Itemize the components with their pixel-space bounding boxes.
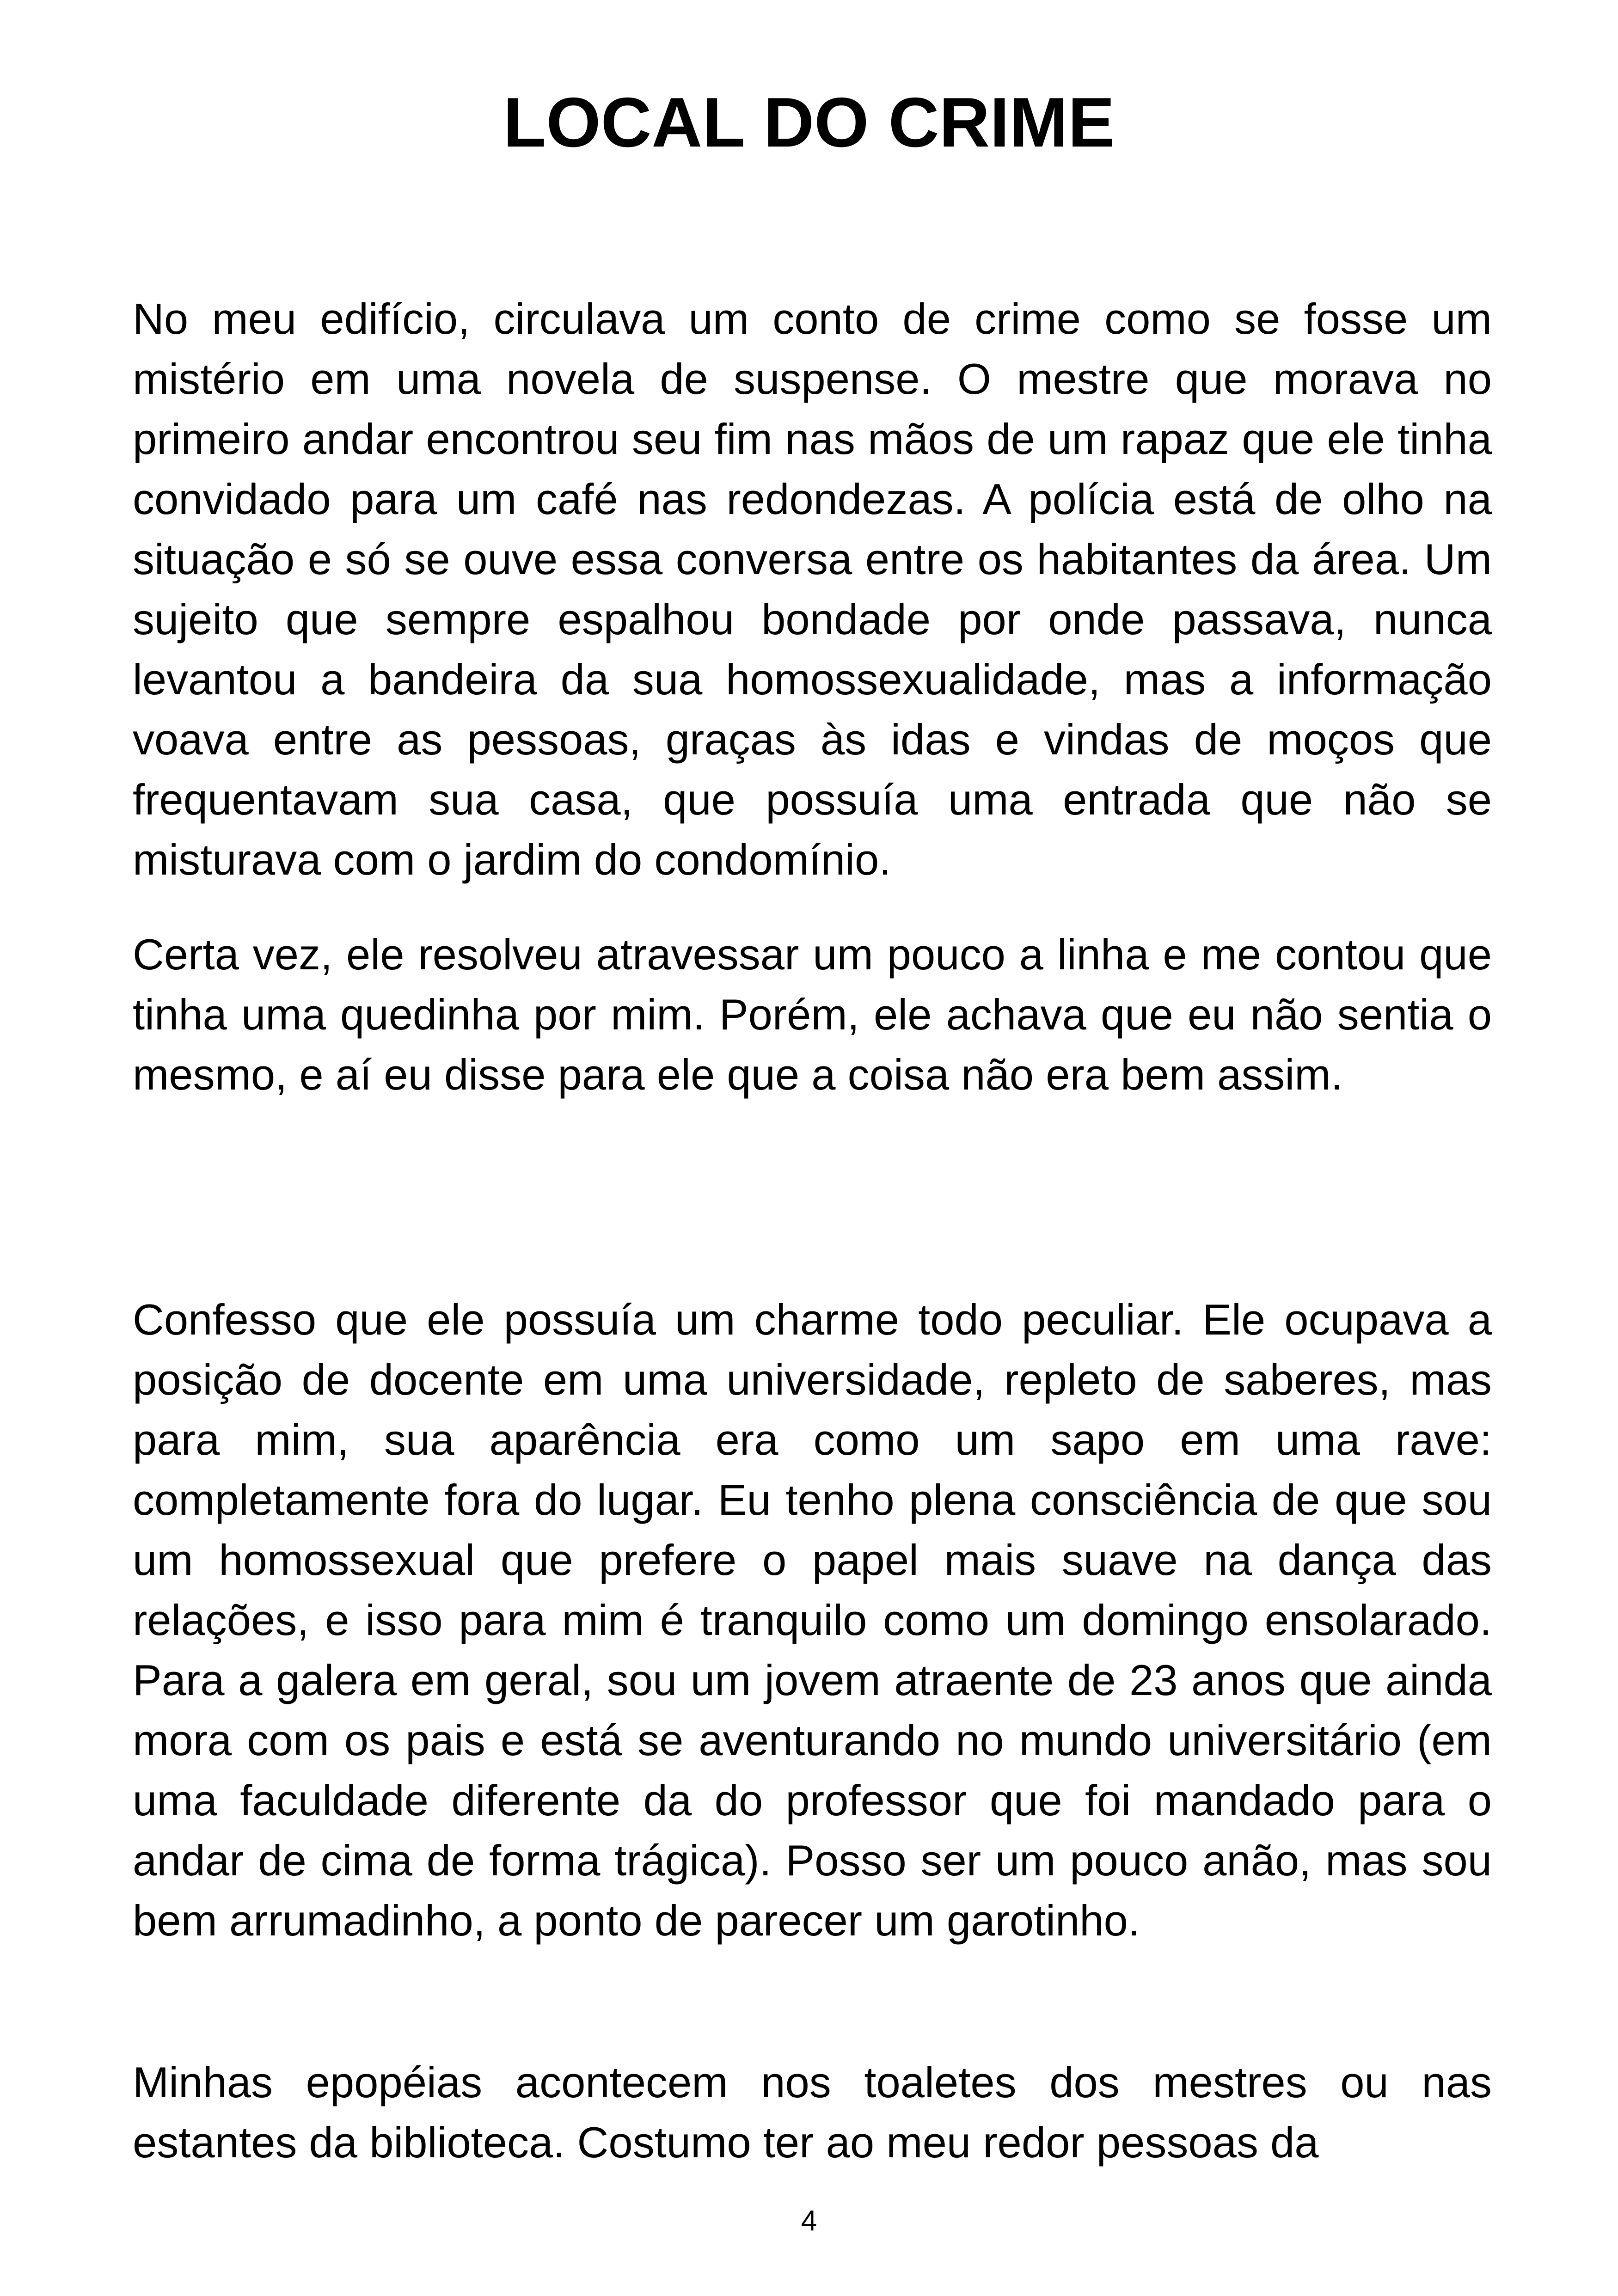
chapter-title: LOCAL DO CRIME <box>503 83 1115 162</box>
paragraph: No meu edifício, circulava um conto de crime como se fosse um mistério em uma novela de suspense. O mestre que morava no primeiro andar encontrou seu fim nas mãos de um rapaz que ele tinha convidado para um café nas redondezas. A polícia está de olho na situação e só se ouve essa conversa entre os habitantes da área. Um sujeito que sempre espalhou bondade por onde passava, nunca levantou a bandeira da sua homossexualidade, mas a informação voava entre as pessoas, graças às idas e vindas de moços que frequentavam sua casa, que possuía uma entrada que não se misturava com o jardim do condomínio. <box>133 294 1492 884</box>
paragraph: Confesso que ele possuía um charme todo peculiar. Ele ocupava a posição de docente em uma universidade, repleto de saberes, mas para mim, sua aparência era como um sapo em uma rave: completamente fora do lugar. Eu tenho plena consciência de que sou um homossexual que prefere o papel mais suave na dança das relações, e isso para mim é tranquilo como um domingo ensolarado. Para a galera em geral, sou um jovem atraente de 23 anos que ainda mora com os pais e está se aventurando no mundo universitário (em uma faculdade diferente da do professor que foi mandado para o andar de cima de forma trágica). Posso ser um pouco anão, mas sou bem arrumadinho, a ponto de parecer um garotinho. <box>133 1295 1492 1945</box>
paragraph: Minhas epopéias acontecem nos toaletes dos mestres ou nas estantes da biblioteca. Costumo ter ao meu redor pessoas da <box>133 2058 1492 2167</box>
paragraph: Certa vez, ele resolveu atravessar um pouco a linha e me contou que tinha uma quedinha por mim. Porém, ele achava que eu não sentia o mesmo, e aí eu disse para ele que a coisa não era bem assim. <box>133 930 1492 1099</box>
page-number: 4 <box>801 2205 817 2237</box>
